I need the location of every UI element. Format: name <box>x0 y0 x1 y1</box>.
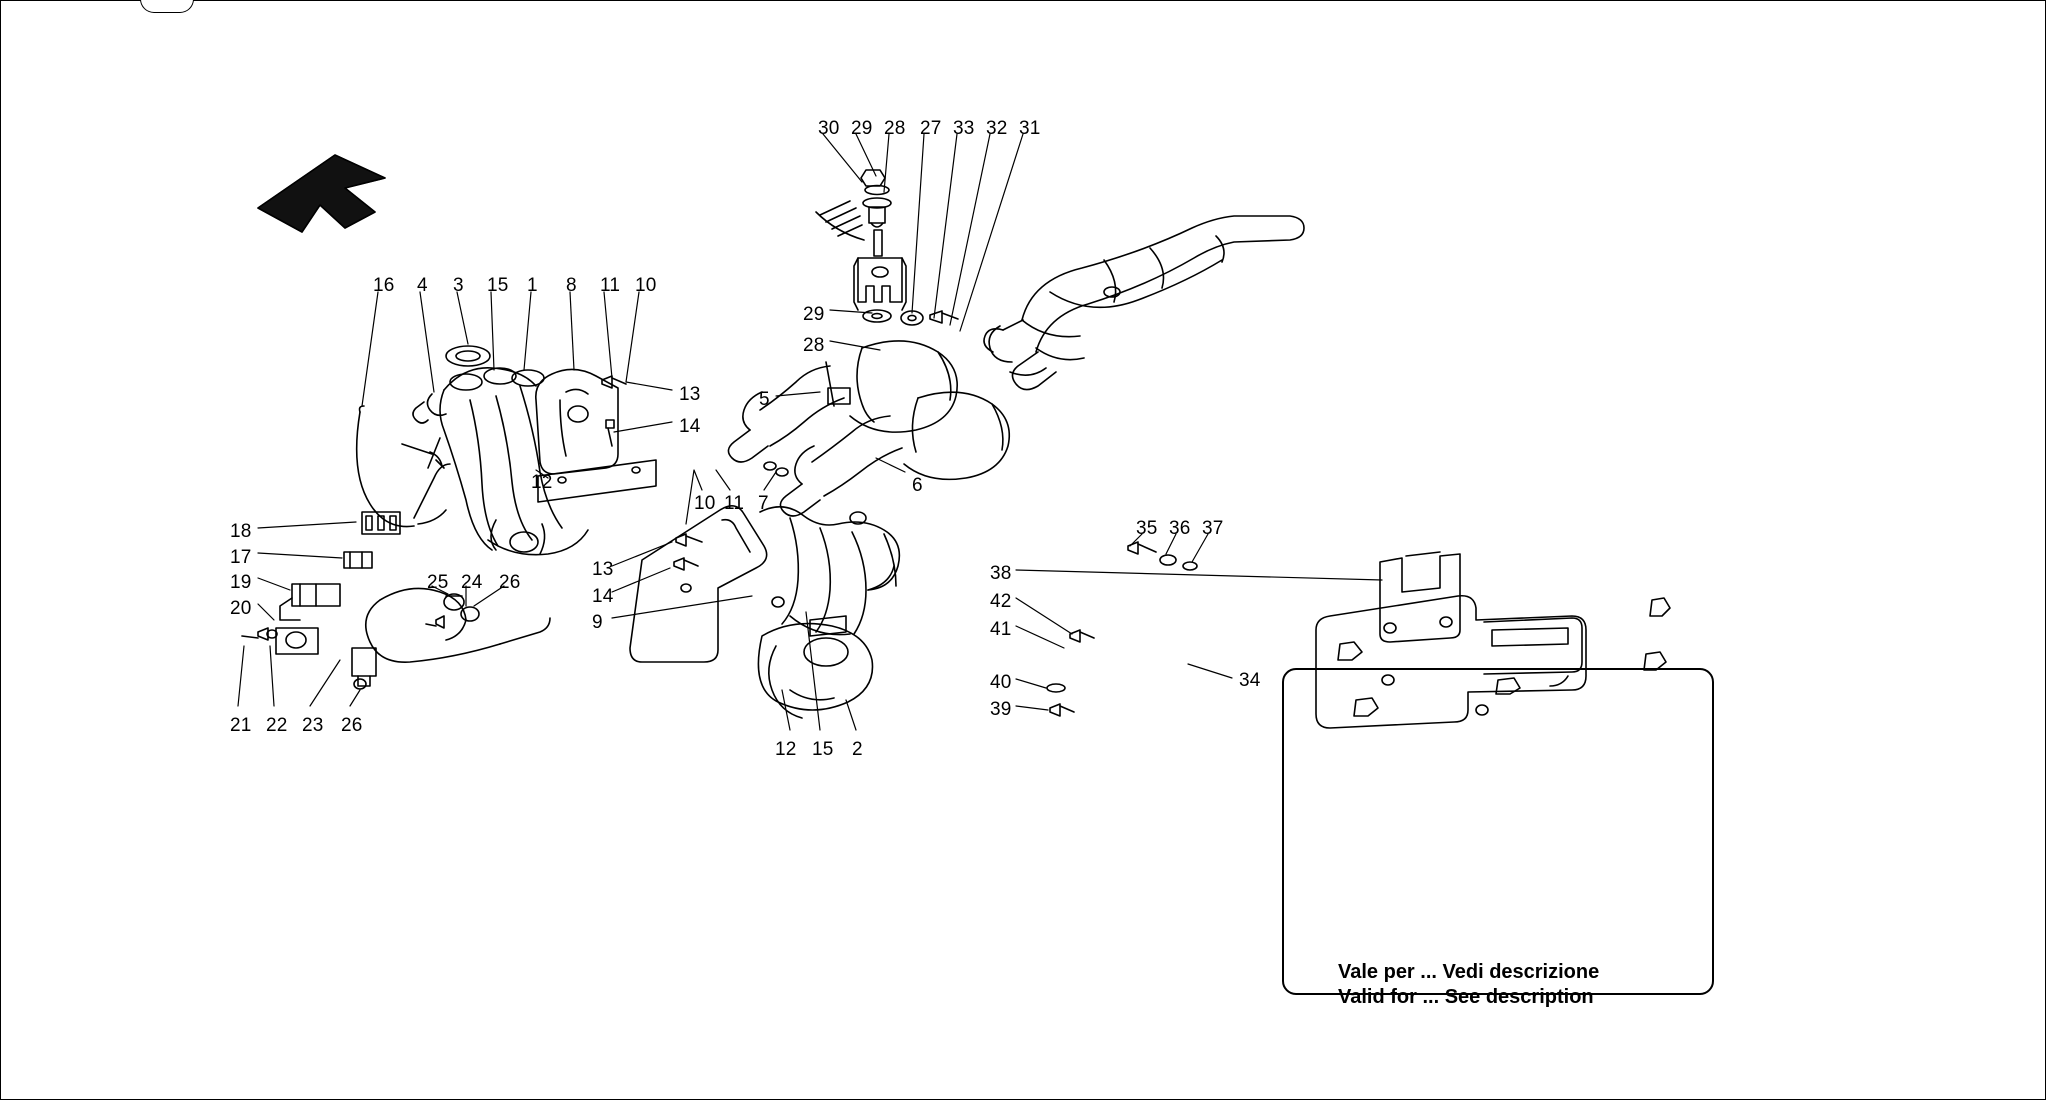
callout-number: 28 <box>884 118 906 139</box>
callout-number: 5 <box>759 389 770 410</box>
callout-number: 29 <box>851 118 873 139</box>
exhaust-manifold-upper <box>413 346 588 555</box>
callout-number: 10 <box>694 493 716 514</box>
callout-number: 27 <box>920 118 942 139</box>
callout-number: 28 <box>803 335 825 356</box>
callout-number: 12 <box>531 472 553 493</box>
callout-number: 15 <box>812 739 834 760</box>
callout-number: 4 <box>417 275 428 296</box>
rear-silencer <box>984 216 1304 390</box>
catalytic-converter-lower <box>780 392 1009 516</box>
callout-number: 21 <box>230 715 252 736</box>
callout-number: 15 <box>487 275 509 296</box>
direction-arrow <box>258 155 385 232</box>
callout-number: 16 <box>373 275 395 296</box>
callout-number: 29 <box>803 304 825 325</box>
callout-number: 7 <box>758 493 769 514</box>
callout-number: 17 <box>230 547 252 568</box>
note-line-english: Valid for ... See description <box>1338 986 1594 1008</box>
callout-number: 40 <box>990 672 1012 693</box>
callout-number: 33 <box>953 118 975 139</box>
callout-number: 8 <box>566 275 577 296</box>
callout-number: 11 <box>600 275 621 296</box>
oxygen-sensor-cable <box>357 406 450 527</box>
callout-number: 3 <box>453 275 464 296</box>
callout-number: 9 <box>592 612 603 633</box>
callout-number: 31 <box>1019 118 1041 139</box>
exhaust-hanger-bracket <box>854 258 906 310</box>
callout-number: 23 <box>302 715 324 736</box>
sensor-cable-lower <box>366 588 550 662</box>
callout-number: 39 <box>990 699 1012 720</box>
callout-number: 26 <box>499 572 521 593</box>
callout-number: 20 <box>230 598 252 619</box>
callout-number: 13 <box>679 384 701 405</box>
callout-number: 26 <box>341 715 363 736</box>
callout-number: 2 <box>852 739 863 760</box>
callout-number: 32 <box>986 118 1008 139</box>
callout-number: 6 <box>912 475 923 496</box>
callout-number: 36 <box>1169 518 1191 539</box>
callout-number: 24 <box>461 572 483 593</box>
callout-number: 22 <box>266 715 288 736</box>
callout-number: 35 <box>1136 518 1158 539</box>
callout-number: 38 <box>990 563 1012 584</box>
callout-number: 11 <box>724 493 745 514</box>
exhaust-manifold-lower <box>760 507 899 635</box>
callout-number: 18 <box>230 521 252 542</box>
callout-number: 19 <box>230 572 252 593</box>
callout-number: 41 <box>990 619 1012 640</box>
callout-number: 30 <box>818 118 840 139</box>
inset-note-text <box>1338 960 1718 1010</box>
callout-number: 12 <box>775 739 797 760</box>
callout-number: 14 <box>679 416 701 437</box>
callout-number: 10 <box>635 275 657 296</box>
callout-number: 34 <box>1239 670 1261 691</box>
inset-note-box <box>1282 668 1714 995</box>
fastener-stack-top <box>816 170 891 256</box>
callout-number: 13 <box>592 559 614 580</box>
callout-number: 25 <box>427 572 449 593</box>
callout-number: 1 <box>527 275 538 296</box>
callout-number: 37 <box>1202 518 1224 539</box>
callout-number: 42 <box>990 591 1012 612</box>
callout-number: 14 <box>592 586 614 607</box>
note-line-italian: Vale per ... Vedi descrizione <box>1338 961 1600 983</box>
